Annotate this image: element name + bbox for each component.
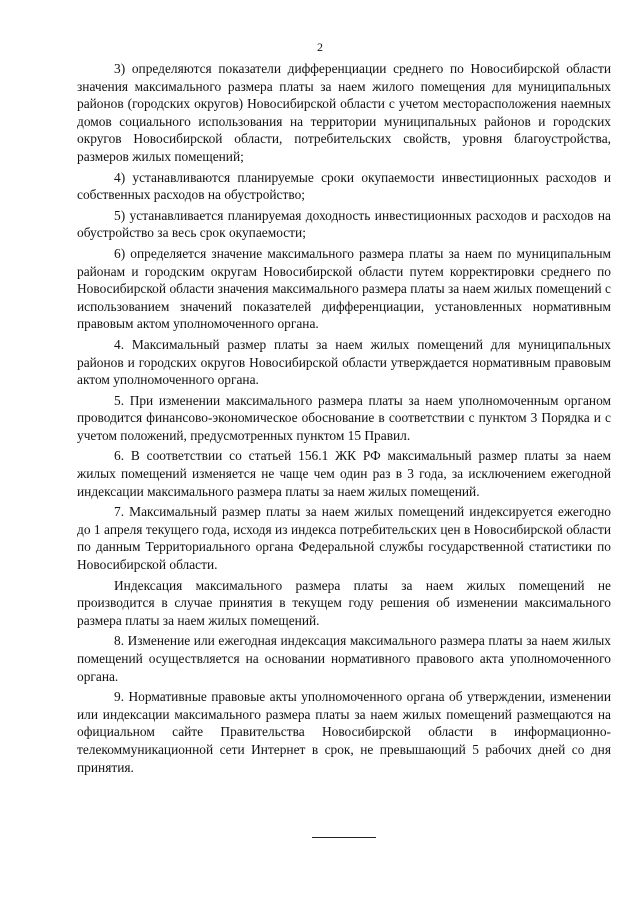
paragraph-item-3: 3) определяются показатели дифференциации среднего по Новосибирской области значения максимального размера платы за наем жилого помещения для муниципальных районов (городских округов) Новосибирской области с учетом месторасположения наемных домов социального использования на территории муниципальных районов и городских округов Новосибирской области, потребительских свойств, уровня благоустройства, размеров жилых помещений;	[77, 61, 611, 164]
paragraph-indexation-note: Индексация максимального размера платы за наем жилых помещений не производится в случае принятия в текущем году решения об изменении максимального размера платы за наем жилых помещений.	[77, 577, 611, 628]
paragraph-item-6: 6) определяется значение максимального размера платы за наем по муниципальным районам и городским округам Новосибирской области путем корректировки среднего по Новосибирской области значения максимального размера платы за наем жилых помещений с использованием значений показателей дифференциации, установленных нормативным правовым актом уполномоченного органа.	[77, 245, 611, 332]
paragraph-item-4: 4) устанавливаются планируемые сроки окупаемости инвестиционных расходов и собственных расходов на обустройство;	[77, 169, 611, 203]
paragraph-clause-4: 4. Максимальный размер платы за наем жилых помещений для муниципальных районов и городских округов Новосибирской области утверждается нормативным правовым актом уполномоченного органа.	[77, 336, 611, 388]
paragraph-clause-5: 5. При изменении максимального размера платы за наем уполномоченным органом проводится финансово-экономическое обоснование в соответствии с пунктом 3 Порядка и с учетом положений, предусмотренных пунктом 15 Правил.	[77, 392, 611, 443]
paragraph-clause-9: 9. Нормативные правовые акты уполномоченного органа об утверждении, изменении или индексации максимального размера платы за наем жилых помещений размещаются на официальном сайте Правительства Новосибирской области в информационно-телекоммуникационной сети Интернет в срок, не превышающий 5 рабочих дней со дня принятия.	[77, 689, 611, 775]
end-divider-line	[312, 837, 376, 838]
paragraph-clause-7: 7. Максимальный размер платы за наем жилых помещений индексируется ежегодно до 1 апреля текущего года, исходя из индекса потребительских цен в Новосибирской области по данным Территориального органа Федеральной службы государственной статистики по Новосибирской области.	[77, 504, 611, 573]
page-number: 2	[317, 40, 323, 54]
document-body	[77, 60, 611, 779]
paragraph-item-5: 5) устанавливается планируемая доходность инвестиционных расходов и расходов на обустройство за весь срок окупаемости;	[77, 207, 611, 241]
paragraph-clause-6: 6. В соответствии со статьей 156.1 ЖК РФ максимальный размер платы за наем жилых помещений изменяется не чаще чем один раз в 3 года, за исключением ежегодной индексации максимального размера платы за наем жилых помещений.	[77, 448, 611, 499]
paragraph-clause-8: 8. Изменение или ежегодная индексация максимального размера платы за наем жилых помещений осуществляется на основании нормативного правового акта уполномоченного органа.	[77, 633, 611, 684]
